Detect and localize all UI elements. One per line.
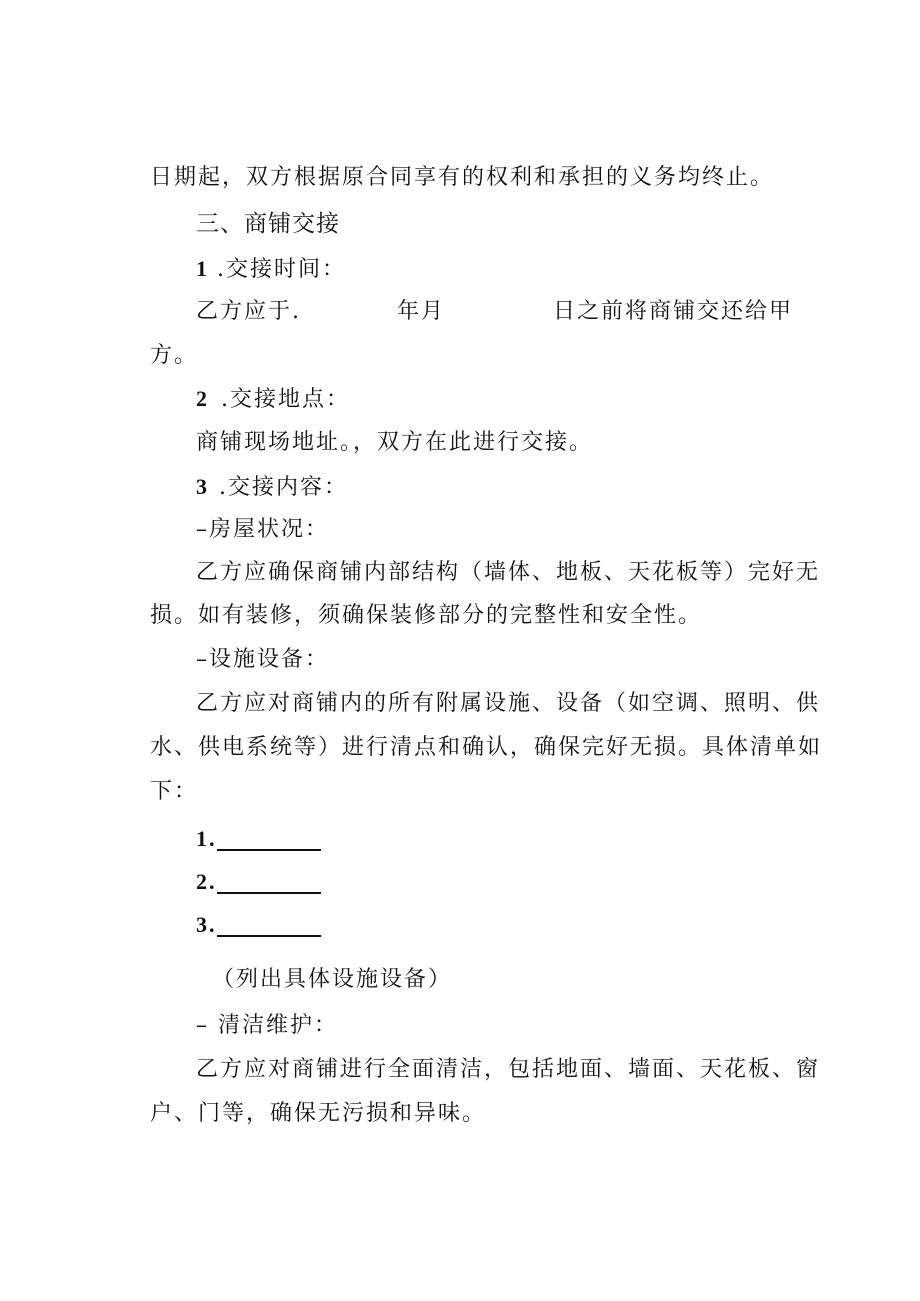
house-status-title: –房屋状况： xyxy=(196,517,330,542)
cleaning-line-2: 户、门等，确保无污损和异味。 xyxy=(150,1101,487,1126)
facility-list-number: 1. xyxy=(196,826,217,851)
item-3-heading xyxy=(196,472,348,503)
item-1-text-part2: 年月 xyxy=(397,299,446,324)
house-status-line-1: 乙方应确保商铺内部结构（墙体、地板、天花板等）完好无 xyxy=(196,560,821,585)
item-1-number: 1 xyxy=(196,256,209,281)
house-status-line-2: 损。如有装修，须确保装修部分的完整性和安全性。 xyxy=(150,603,703,628)
item-2-label: .交接地点： xyxy=(221,387,350,412)
cleaning-line-1: 乙方应对商铺进行全面清洁，包括地面、墙面、天花板、窗 xyxy=(196,1057,821,1082)
facility-line-1: 乙方应对商铺内的所有附属设施、设备（如空调、照明、供 xyxy=(196,691,821,716)
fill-in-blank[interactable] xyxy=(217,870,321,894)
facility-list-item-3 xyxy=(196,910,321,941)
item-2-number: 2 xyxy=(196,386,209,411)
facility-title: –设施设备： xyxy=(196,647,330,672)
facility-note: （列出具体设施设备） xyxy=(212,967,453,992)
section-title: 三、商铺交接 xyxy=(196,211,340,237)
item-1-text xyxy=(196,297,793,327)
cleaning-title: – 清洁维护： xyxy=(196,1013,338,1038)
item-3-number: 3 xyxy=(196,474,209,499)
fill-in-blank[interactable] xyxy=(217,913,321,937)
facility-list-item-2 xyxy=(196,867,321,898)
item-2-heading xyxy=(196,384,350,415)
item-1-label: .交接时间： xyxy=(217,257,346,282)
facility-list-number: 2. xyxy=(196,869,217,894)
item-2-text: 商铺现场地址。，双方在此进行交接。 xyxy=(196,430,594,455)
item-1-text-part1: 乙方应于. xyxy=(196,299,301,324)
facility-list-item-1 xyxy=(196,824,321,855)
facility-list-number: 3. xyxy=(196,912,217,937)
item-1-heading xyxy=(196,254,346,285)
item-1-text-part3: 日之前将商铺交还给甲 xyxy=(553,299,794,324)
facility-line-2: 水、供电系统等）进行清点和确认，确保完好无损。具体清单如 xyxy=(150,735,823,760)
item-3-label: .交接内容： xyxy=(219,475,348,500)
facility-line-3: 下： xyxy=(150,779,199,804)
item-1-text-cont: 方。 xyxy=(150,343,199,368)
fill-in-blank[interactable] xyxy=(217,827,321,851)
paragraph-continuation: 日期起，双方根据原合同享有的权利和承担的义务均终止。 xyxy=(150,165,775,190)
